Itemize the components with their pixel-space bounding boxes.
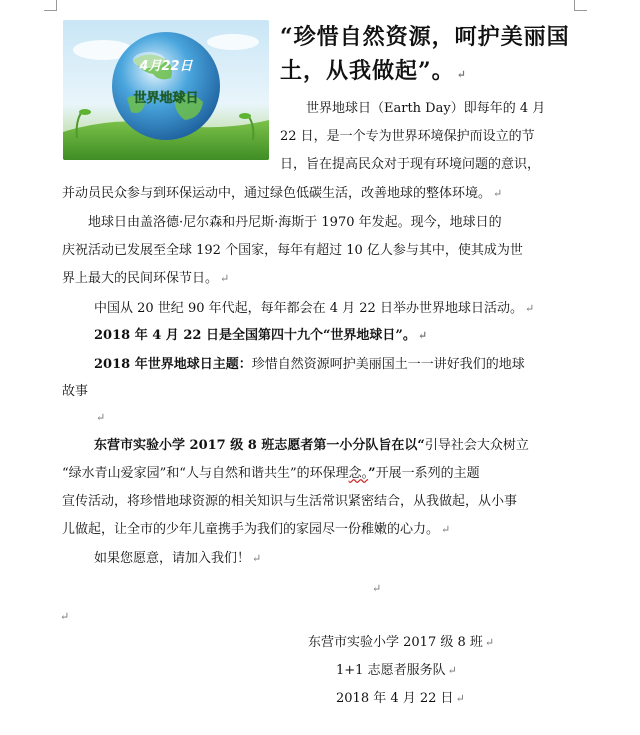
signature-date: 2018 年 4 月 22 日 ↵ (336, 691, 465, 706)
paragraph-mark: ↵ (456, 68, 467, 81)
text-line: 东营市实验小学 2017 级 8 班志愿者第一小分队旨在以“引导社会大众树立 (94, 438, 529, 453)
text-line: 日，旨在提高民众对于现有环境问题的意识， (280, 157, 541, 172)
signature-school: 东营市实验小学 2017 级 8 班 ↵ (308, 635, 495, 650)
title-line: “珍惜自然资源，呵护美丽国 (280, 24, 570, 50)
text-line: 2018 年世界地球日主题：珍惜自然资源呵护美丽国土一一讲好我们的地球 (94, 357, 525, 372)
text-line: 中国从 20 世纪 90 年代起，每年都会在 4 月 22 日举办世界地球日活动。 ↵ (94, 301, 535, 316)
empty-line (370, 576, 381, 601)
empty-line (94, 405, 105, 430)
text-line: 故事 (62, 384, 89, 399)
globe-illustration (63, 20, 269, 160)
paragraph-mark: ↵ (441, 523, 451, 536)
text-line: 儿做起，让全市的少年儿童携手为我们的家园尽一份稚嫩的心力。 ↵ (62, 522, 451, 537)
text-line: 如果您愿意，请加入我们！ ↵ (94, 551, 262, 566)
paragraph-mark: ↵ (524, 302, 535, 315)
text-line: 地球日由盖洛德·尼尔森和丹尼斯·海斯于 1970 年发起。现今，地球日的 (88, 215, 502, 230)
paragraph-mark: ↵ (447, 664, 457, 677)
text-line: 世界地球日（Earth Day）即每年的 4 月 (306, 101, 546, 116)
margin-corner-mark (44, 0, 57, 11)
earth-day-banner-image (63, 20, 269, 160)
paragraph-mark: ↵ (60, 610, 70, 623)
text-line: 宣传活动，将珍惜地球资源的相关知识与生活常识紧密结合，从我做起，从小事 (62, 494, 518, 509)
text-line: 界上最大的民间环保节日。 ↵ (62, 271, 230, 286)
text-line: “绿水青山爱家园”和“人与自然和谐共生”的环保理念。”开展一系列的主题 (62, 466, 480, 481)
paragraph-mark: ↵ (484, 636, 495, 649)
title-line: 土，从我做起”。 ↵ (280, 58, 467, 84)
paragraph-mark: ↵ (493, 187, 503, 200)
text-line: 庆祝活动已发展至全球 192 个国家，每年有超过 10 亿人参与其中，使其成为世 (62, 243, 523, 258)
paragraph-mark: ↵ (96, 411, 106, 424)
paragraph-mark: ↵ (252, 552, 262, 565)
paragraph-mark: ↵ (417, 329, 428, 342)
empty-line (58, 604, 69, 629)
paragraph-mark: ↵ (220, 272, 230, 285)
text-line: 22 日，是一个专为世界环境保护而设立的节 (280, 129, 535, 144)
document-title (280, 20, 580, 92)
text-line: 并动员民众参与到环保运动中，通过绿色低碳生活，改善地球的整体环境。 ↵ (62, 186, 503, 201)
paragraph-mark: ↵ (372, 582, 382, 595)
banner-caption: 世界地球日 (133, 91, 199, 106)
banner-date-text: 4月22日 (139, 59, 193, 74)
signature-team: 1+1 志愿者服务队 ↵ (336, 663, 457, 678)
paragraph-mark: ↵ (455, 692, 465, 705)
text-line: 2018 年 4 月 22 日是全国第四十九个“世界地球日”。 ↵ (94, 328, 428, 343)
margin-corner-mark (574, 0, 587, 11)
